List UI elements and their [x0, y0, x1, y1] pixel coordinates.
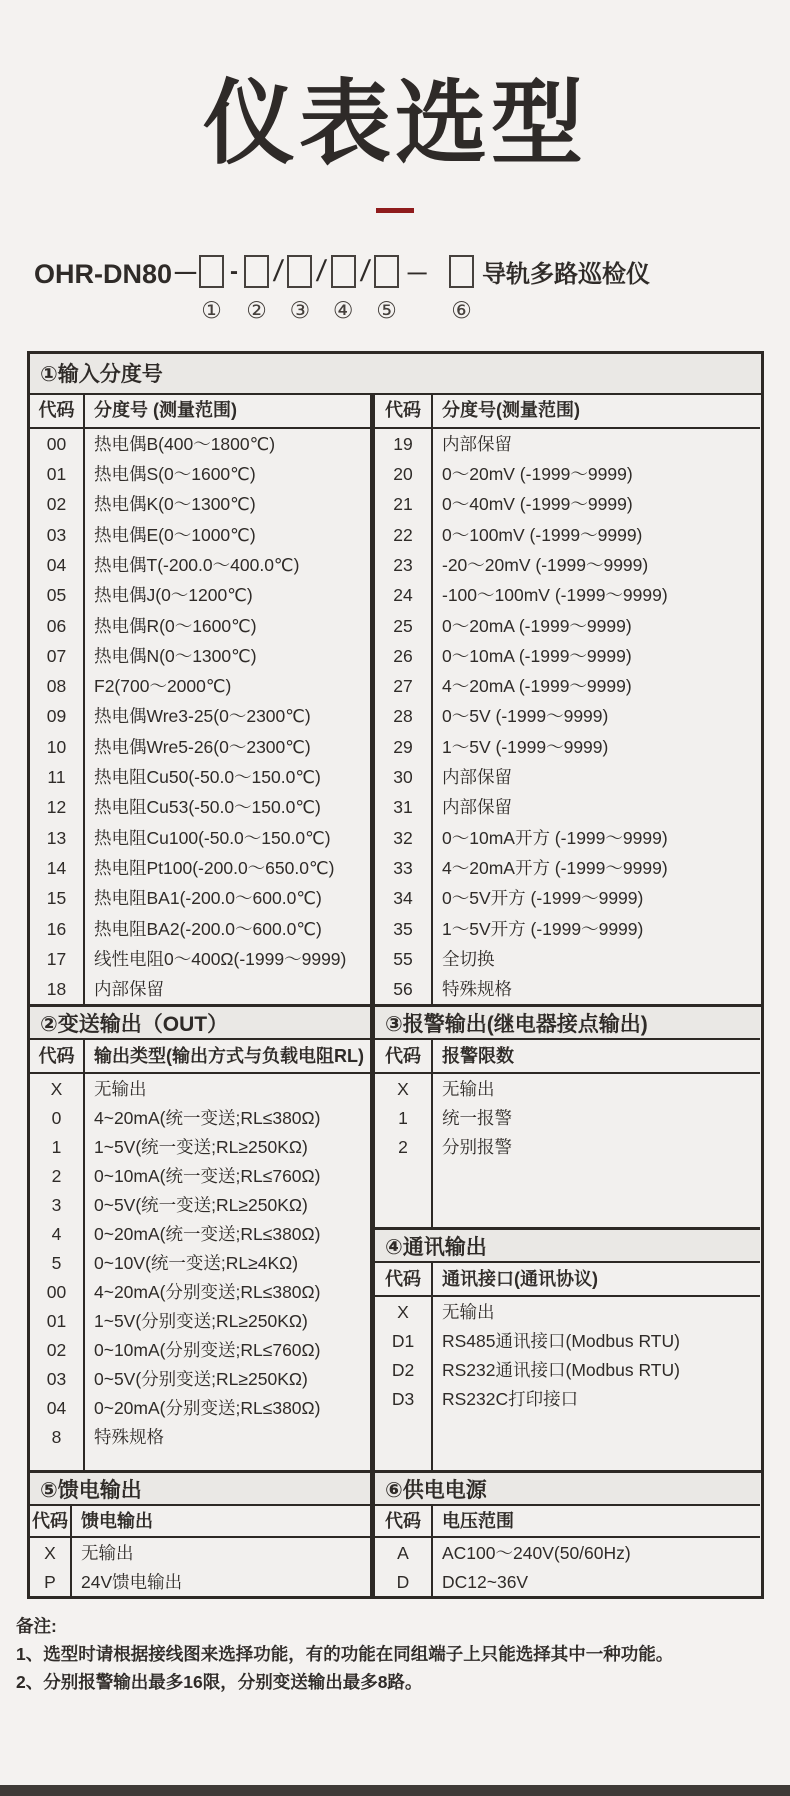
desc-cell: 4~20mA(分别变送;RL≤380Ω): [94, 1281, 321, 1302]
desc-cell: 热电偶K(0～1300℃): [94, 494, 256, 515]
column-header-desc: 分度号 (测量范围): [85, 395, 370, 429]
code-cell: 8: [30, 1422, 85, 1451]
section5-header: [30, 1473, 375, 1506]
model-box-6: [449, 255, 474, 324]
code-cell: 06: [30, 611, 85, 641]
desc-cell: RS232通讯接口(Modbus RTU): [442, 1359, 680, 1380]
code-cell: 3: [30, 1190, 85, 1219]
section56-header-band: [30, 1470, 761, 1506]
desc-cell: 0~20mA(分别变送;RL≤380Ω): [94, 1397, 321, 1418]
model-circle-3: ③: [289, 297, 311, 324]
code-cell: 27: [375, 671, 433, 701]
filler-cell: [433, 1161, 760, 1227]
desc-cell: 0~5V(分别变送;RL≥250KΩ): [94, 1368, 308, 1389]
code-cell: 25: [375, 611, 433, 641]
section3-table: [375, 1040, 760, 1227]
model-box-4: [331, 255, 356, 324]
code-cell: 02: [30, 1335, 85, 1364]
desc-cell: 热电偶S(0～1600℃): [94, 464, 256, 485]
model-suffix: 导轨多路巡检仪: [482, 261, 651, 289]
code-cell: D2: [375, 1355, 433, 1384]
code-cell: 28: [375, 701, 433, 731]
code-cell: 10: [30, 732, 85, 762]
desc-cell: 热电偶B(400～1800℃): [94, 433, 276, 454]
code-cell: 29: [375, 732, 433, 762]
page-title: 仪表选型: [202, 73, 587, 175]
desc-cell: -20～20mV (-1999～9999): [442, 554, 649, 575]
desc-cell: 无输出: [442, 1301, 495, 1322]
desc-cell: DC12~36V: [442, 1571, 529, 1592]
desc-cell: 1~5V(分别变送;RL≥250KΩ): [94, 1310, 308, 1331]
code-cell: 03: [30, 1364, 85, 1393]
section56-body: [30, 1506, 761, 1596]
desc-cell: 热电阻Cu50(-50.0～150.0℃): [94, 767, 321, 788]
desc-cell: 0～100mV (-1999～9999): [442, 524, 643, 545]
desc-cell: 热电阻BA1(-200.0～600.0℃): [94, 888, 322, 909]
code-cell: 16: [30, 914, 85, 944]
model-box-2: [244, 255, 269, 324]
code-cell: X: [30, 1074, 85, 1103]
section1-body: [30, 395, 761, 1005]
code-cell: 56: [375, 974, 433, 1004]
desc-cell: 热电偶T(-200.0～400.0℃): [94, 554, 300, 575]
code-cell: 22: [375, 520, 433, 550]
section6-table: [375, 1506, 760, 1596]
desc-cell: 热电阻Cu53(-50.0～150.0℃): [94, 797, 321, 818]
model-circle-5: ⑤: [376, 297, 397, 324]
code-cell: D1: [375, 1326, 433, 1355]
model-separator-1: -: [230, 257, 239, 285]
section6-title: ⑥供电电源: [385, 1478, 487, 1502]
section2-header: [30, 1007, 375, 1040]
desc-cell: 内部保留: [442, 797, 512, 818]
code-cell: 2: [375, 1132, 433, 1161]
filler-cell: [375, 1413, 433, 1470]
desc-cell: 统一报警: [442, 1107, 512, 1128]
model-separator-5: －: [405, 261, 430, 289]
code-cell: 01: [30, 459, 85, 489]
code-cell: 04: [30, 1393, 85, 1422]
code-cell: 55: [375, 944, 433, 974]
desc-cell: 全切换: [442, 948, 495, 969]
desc-cell: 无输出: [94, 1078, 147, 1099]
desc-cell: 4~20mA(统一变送;RL≤380Ω): [94, 1107, 321, 1128]
desc-cell: RS485通讯接口(Modbus RTU): [442, 1330, 680, 1351]
desc-cell: 热电阻Cu100(-50.0～150.0℃): [94, 827, 331, 848]
code-cell: P: [30, 1567, 72, 1596]
desc-cell: 0～5V (-1999～9999): [442, 706, 609, 727]
notes: [16, 1612, 790, 1696]
desc-cell: 0～5V开方 (-1999～9999): [442, 888, 644, 909]
code-cell: 30: [375, 762, 433, 792]
desc-cell: 0~10V(统一变送;RL≥4KΩ): [94, 1252, 299, 1273]
model-code-line: [34, 254, 790, 324]
code-cell: 35: [375, 914, 433, 944]
filler-cell: [30, 1451, 85, 1470]
code-cell: D: [375, 1567, 433, 1596]
desc-cell: AC100～240V(50/60Hz): [442, 1542, 631, 1563]
desc-cell: 内部保留: [442, 767, 512, 788]
column-header-code: 代码: [30, 1040, 85, 1074]
desc-cell: 0～20mV (-1999～9999): [442, 464, 633, 485]
column-header-code: 代码: [375, 1506, 433, 1538]
filler-cell: [433, 1413, 760, 1470]
section3-header: [375, 1007, 760, 1040]
column-header-desc: 馈电输出: [72, 1506, 370, 1538]
model-circle-4: ④: [332, 297, 354, 324]
section4-title: ④通讯输出: [385, 1235, 487, 1259]
column-header-code: 代码: [375, 1040, 433, 1074]
section3-title: ③报警输出(继电器接点输出): [385, 1012, 648, 1036]
desc-cell: 1～5V (-1999～9999): [442, 736, 609, 757]
column-header-code: 代码: [375, 1263, 433, 1297]
code-cell: 21: [375, 489, 433, 519]
model-separator-4: /: [358, 254, 372, 288]
desc-cell: -100～100mV (-1999～9999): [442, 585, 668, 606]
code-cell: 00: [30, 1277, 85, 1306]
filler-cell: [85, 1451, 370, 1470]
model-circle-2: ②: [246, 297, 267, 324]
desc-cell: 热电阻Pt100(-200.0～650.0℃): [94, 857, 335, 878]
section4-header: [375, 1227, 760, 1263]
desc-cell: 0~10mA(分别变送;RL≤760Ω): [94, 1339, 321, 1360]
desc-cell: 内部保留: [94, 979, 164, 1000]
code-cell: 17: [30, 944, 85, 974]
model-box-3: [287, 255, 312, 324]
code-cell: 11: [30, 762, 85, 792]
code-cell: 03: [30, 520, 85, 550]
filler-cell: [375, 1161, 433, 1227]
model-circle-1: ①: [201, 297, 222, 324]
desc-cell: 0～10mA开方 (-1999～9999): [442, 827, 668, 848]
code-cell: D3: [375, 1384, 433, 1413]
section2-table: [30, 1040, 370, 1470]
code-cell: 13: [30, 823, 85, 853]
code-cell: 12: [30, 792, 85, 822]
desc-cell: F2(700～2000℃): [94, 676, 232, 697]
code-cell: 01: [30, 1306, 85, 1335]
code-cell: 00: [30, 429, 85, 459]
code-cell: X: [30, 1538, 72, 1567]
column-header-code: 代码: [30, 1506, 72, 1538]
desc-cell: 内部保留: [442, 433, 512, 454]
desc-cell: 0～20mA (-1999～9999): [442, 615, 632, 636]
code-cell: 19: [375, 429, 433, 459]
code-cell: 18: [30, 974, 85, 1004]
code-cell: 05: [30, 580, 85, 610]
section1-header: [30, 354, 761, 395]
column-header-desc: 通讯接口(通讯协议): [433, 1263, 760, 1297]
desc-cell: RS232C打印接口: [442, 1388, 579, 1409]
desc-cell: 0~5V(统一变送;RL≥250KΩ): [94, 1194, 308, 1215]
section4-table: [375, 1263, 760, 1470]
desc-cell: 4～20mA开方 (-1999～9999): [442, 857, 668, 878]
code-cell: 34: [375, 883, 433, 913]
code-cell: 26: [375, 641, 433, 671]
column-header-desc: 电压范围: [433, 1506, 760, 1538]
code-cell: 15: [30, 883, 85, 913]
code-cell: 1: [375, 1103, 433, 1132]
bottom-dark-bar: [0, 1785, 790, 1796]
notes-title: 备注:: [16, 1616, 57, 1637]
code-cell: 02: [30, 489, 85, 519]
code-cell: X: [375, 1297, 433, 1326]
code-cell: 04: [30, 550, 85, 580]
column-header-code: 代码: [375, 395, 433, 429]
section1-right-table: [375, 395, 760, 1005]
code-cell: 20: [375, 459, 433, 489]
code-cell: 4: [30, 1219, 85, 1248]
desc-cell: 热电偶N(0～1300℃): [94, 645, 257, 666]
code-cell: 33: [375, 853, 433, 883]
column-header-code: 代码: [30, 395, 85, 429]
code-cell: 0: [30, 1103, 85, 1132]
desc-cell: 0～40mV (-1999～9999): [442, 494, 633, 515]
code-cell: 24: [375, 580, 433, 610]
desc-cell: 热电偶Wre5-26(0～2300℃): [94, 736, 311, 757]
model-box-5: [374, 255, 399, 324]
code-cell: 1: [30, 1132, 85, 1161]
note-item: 1、选型时请根据接线图来选择功能，有的功能在同组端子上只能选择其中一种功能。: [16, 1644, 674, 1665]
model-separator-3: /: [315, 254, 329, 288]
desc-cell: 4～20mA (-1999～9999): [442, 676, 632, 697]
code-cell: X: [375, 1074, 433, 1103]
desc-cell: 24V馈电输出: [81, 1571, 183, 1592]
desc-cell: 1~5V(统一变送;RL≥250KΩ): [94, 1136, 308, 1157]
section234-body: [30, 1040, 761, 1470]
code-cell: 08: [30, 671, 85, 701]
section5-table: [30, 1506, 370, 1596]
column-header-desc: 分度号(测量范围): [433, 395, 760, 429]
model-separator-2: /: [271, 254, 285, 288]
model-circle-6: ⑥: [451, 297, 472, 324]
section1-left-table: [30, 395, 370, 1005]
desc-cell: 0～10mA (-1999～9999): [442, 645, 632, 666]
section1-title: ①输入分度号: [40, 363, 163, 387]
column-header-desc: 输出类型(输出方式与负载电阻RL): [85, 1040, 370, 1074]
note-item: 2、分别报警输出最多16限，分别变送输出最多8路。: [16, 1672, 423, 1693]
desc-cell: 0~20mA(统一变送;RL≤380Ω): [94, 1223, 321, 1244]
code-cell: 07: [30, 641, 85, 671]
selection-table: [27, 351, 764, 1600]
desc-cell: 热电偶R(0～1600℃): [94, 615, 257, 636]
code-cell: 5: [30, 1248, 85, 1277]
code-cell: 2: [30, 1161, 85, 1190]
red-dash-divider: [376, 208, 414, 213]
desc-cell: 分别报警: [442, 1136, 512, 1157]
code-cell: 14: [30, 853, 85, 883]
desc-cell: 特殊规格: [94, 1426, 164, 1447]
desc-cell: 热电偶E(0～1000℃): [94, 524, 256, 545]
desc-cell: 热电阻BA2(-200.0～600.0℃): [94, 918, 322, 939]
desc-cell: 热电偶Wre3-25(0～2300℃): [94, 706, 311, 727]
code-cell: 23: [375, 550, 433, 580]
desc-cell: 无输出: [442, 1078, 495, 1099]
code-cell: A: [375, 1538, 433, 1567]
desc-cell: 1～5V开方 (-1999～9999): [442, 918, 644, 939]
desc-cell: 无输出: [81, 1542, 134, 1563]
desc-cell: 0~10mA(统一变送;RL≤760Ω): [94, 1165, 321, 1186]
model-box-1: [199, 255, 224, 324]
code-cell: 09: [30, 701, 85, 731]
model-prefix: OHR-DN80－: [34, 259, 200, 290]
section6-header: [375, 1473, 760, 1506]
code-cell: 32: [375, 823, 433, 853]
desc-cell: 线性电阻0～400Ω(-1999～9999): [94, 948, 347, 969]
desc-cell: 热电偶J(0～1200℃): [94, 585, 253, 606]
desc-cell: 特殊规格: [442, 979, 512, 1000]
column-header-desc: 报警限数: [433, 1040, 760, 1074]
code-cell: 31: [375, 792, 433, 822]
section5-title: ⑤馈电输出: [40, 1478, 142, 1502]
section23-header-band: [30, 1004, 761, 1040]
section2-title: ②变送输出（OUT）: [40, 1012, 229, 1036]
